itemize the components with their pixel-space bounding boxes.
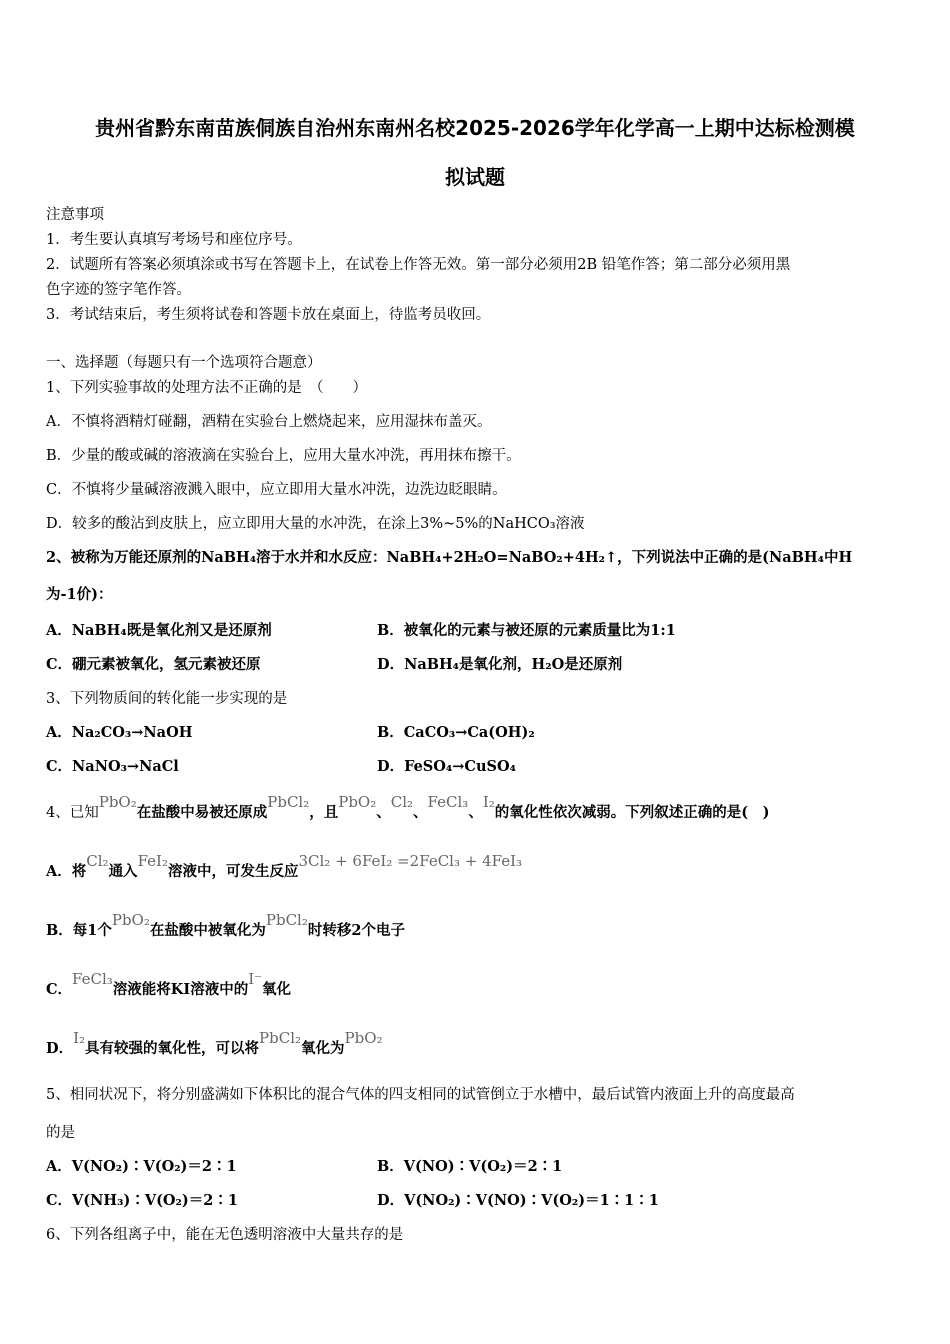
formula-fecl3: FeCl₃: [72, 970, 113, 988]
option-label: C．: [46, 981, 73, 998]
q2-stem-cont: 为-1价)：: [46, 586, 113, 603]
exam-title-line2: 拟试题: [445, 165, 505, 189]
q1-option-c: C．不慎将少量碱溶液溅入眼中，应立即用大量水冲洗，边洗边眨眼睛。: [46, 482, 507, 498]
option-text: 氧化: [262, 981, 292, 998]
q4-sep: 、: [468, 804, 483, 821]
q2-option-d: D．NaBH₄是氧化剂，H₂O是还原剂: [377, 656, 623, 673]
formula-fei2: FeI₂: [137, 852, 168, 870]
formula-i2: I₂: [73, 1029, 86, 1047]
q2-option-a: A．NaBH₄既是氧化剂又是还原剂: [46, 622, 272, 639]
q1-option-a: A．不慎将酒精灯碰翻，酒精在实验台上燃烧起来，应用湿抹布盖灭。: [46, 414, 492, 430]
q5-option-d: D．V(NO₂)∶V(NO)∶V(O₂)＝1∶1∶1: [377, 1192, 659, 1209]
notice-item: 2．试题所有答案必须填涂或书写在答题卡上，在试卷上作答无效。第一部分必须用2B 铅笔作答；第二部分必须用黑: [46, 257, 791, 273]
formula-pbo2: PbO₂: [344, 1029, 383, 1047]
q4-text: 4、已知: [46, 805, 99, 821]
q4-text: 在盐酸中易被还原成: [136, 804, 268, 821]
q4-stem: [46, 793, 911, 822]
option-label: B．每1个: [46, 922, 112, 939]
exam-title-line1: 贵州省黔东南苗族侗族自治州东南州名校2025-2026学年化学高一上期中达标检测模: [95, 116, 855, 140]
option-text: 溶液中，可发生反应: [167, 863, 299, 880]
q2-stem: 2、被称为万能还原剂的NaBH₄溶于水并和水反应：NaBH₄+2H₂O=NaBO₂+4H₂↑，下列说法中正确的是(NaBH₄中H: [46, 549, 853, 566]
q5-option-c: C．V(NH₃)∶V(O₂)＝2∶1: [46, 1192, 238, 1209]
notice-heading: 注意事项: [46, 207, 104, 223]
q6-stem: 6、下列各组离子中，能在无色透明溶液中大量共存的是: [46, 1227, 404, 1243]
reaction-equation: 3Cl₂ + 6FeI₂ =2FeCl₃ + 4FeI₃: [298, 852, 523, 870]
formula-i2: I₂: [482, 793, 495, 811]
q4-option-c: [46, 970, 911, 999]
option-label: A．将: [46, 863, 87, 880]
formula-pbo2: PbO₂: [338, 793, 377, 811]
option-text: 在盐酸中被氧化为: [149, 922, 266, 939]
section-heading: 一、选择题（每题只有一个选项符合题意）: [46, 355, 322, 371]
formula-fecl3: FeCl₃: [427, 793, 469, 811]
formula-cl2: Cl₂: [390, 793, 414, 811]
q2-option-c: C．硼元素被氧化，氢元素被还原: [46, 656, 261, 673]
formula-pbcl2: PbCl₂: [265, 911, 308, 929]
q3-option-d: D．FeSO₄→CuSO₄: [377, 758, 516, 775]
q1-stem: 1、下列实验事故的处理方法不正确的是 （ ）: [46, 380, 367, 396]
option-text: 溶液能将KI溶液中的: [112, 981, 249, 998]
q2-option-b: B．被氧化的元素与被还原的元素质量比为1:1: [377, 622, 676, 639]
option-text: 具有较强的氧化性，可以将: [85, 1040, 260, 1057]
q4-option-d: [46, 1029, 911, 1058]
formula-pbcl2: PbCl₂: [259, 1029, 302, 1047]
q3-stem: 3、下列物质间的转化能一步实现的是: [46, 691, 288, 707]
q5-option-a: A．V(NO₂)∶V(O₂)＝2∶1: [46, 1158, 237, 1175]
q3-option-b: B．CaCO₃→Ca(OH)₂: [377, 724, 535, 741]
notice-item: 1．考生要认真填写考场号和座位序号。: [46, 232, 302, 248]
formula-pbcl2: PbCl₂: [267, 793, 310, 811]
formula-pbo2: PbO₂: [111, 911, 150, 929]
q1-option-b: B．少量的酸或碱的溶液滴在实验台上，应用大量水冲洗，再用抹布擦干。: [46, 448, 521, 464]
option-text: 通入: [108, 863, 138, 880]
q4-sep: 、: [413, 804, 428, 821]
q4-text: 的氧化性依次减弱。下列叙述正确的是( ): [494, 804, 770, 821]
q4-sep: 、: [376, 804, 391, 821]
formula-pbo2: PbO₂: [98, 793, 137, 811]
q3-option-a: A．Na₂CO₃→NaOH: [46, 724, 193, 741]
formula-iodide: I⁻: [248, 970, 263, 988]
q1-option-d: D．较多的酸沾到皮肤上，应立即用大量的水冲洗，在涂上3%~5%的NaHCO₃溶液: [46, 516, 585, 532]
notice-item: 3．考试结束后，考生须将试卷和答题卡放在桌面上，待监考员收回。: [46, 307, 491, 323]
formula-cl2: Cl₂: [86, 852, 109, 870]
option-label: D．: [46, 1040, 74, 1057]
option-text: 氧化为: [301, 1040, 345, 1057]
q3-option-c: C．NaNO₃→NaCl: [46, 758, 179, 775]
notice-item: 色字迹的签字笔作答。: [46, 282, 191, 298]
q5-option-b: B．V(NO)∶V(O₂)＝2∶1: [377, 1158, 563, 1175]
q5-stem-cont: 的是: [46, 1125, 75, 1141]
option-text: 时转移2个电子: [307, 922, 405, 939]
q4-text: ，且: [309, 804, 339, 821]
q4-option-a: [46, 852, 911, 881]
q5-stem: 5、相同状况下，将分别盛满如下体积比的混合气体的四支相同的试管倒立于水槽中，最后试管内液面上升的高度最高: [46, 1087, 795, 1103]
q4-option-b: [46, 911, 911, 940]
